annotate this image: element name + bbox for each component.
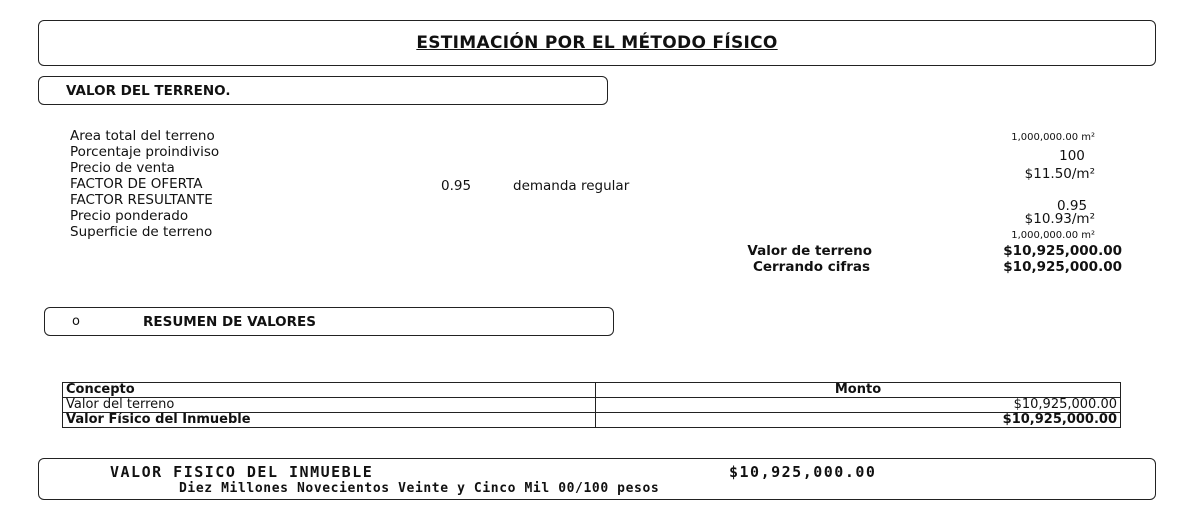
row-label-porcentaje: Porcentaje proindiviso: [70, 144, 220, 160]
table-header-row: [63, 383, 1121, 398]
row-value-factor-resultante: 0.95: [1056, 198, 1088, 214]
row-value-precio-venta: $11.50/m²: [1024, 166, 1095, 182]
row-value-superficie: 1,000,000.00 m²: [1011, 230, 1095, 241]
header-monto: Monto: [596, 383, 1121, 398]
final-value-box: [38, 458, 1156, 500]
section-heading-terreno: VALOR DEL TERRENO.: [66, 83, 231, 99]
total-value-cerrando-cifras: $10,925,000.00: [1003, 259, 1122, 275]
summary-table: [62, 382, 1121, 428]
title-box: [38, 20, 1156, 66]
final-value-in-words: Diez Millones Novecientos Veinte y Cinco Mil 00/100 pesos: [179, 481, 660, 496]
bullet-icon: o: [72, 314, 80, 329]
row-factor-oferta-note: demanda regular: [513, 178, 630, 194]
row-label-precio-ponderado: Precio ponderado: [70, 208, 189, 224]
cell-concepto: Valor Físico del Inmueble: [63, 413, 596, 428]
row-value-area: 1,000,000.00 m²: [1011, 132, 1095, 143]
table-row: [63, 413, 1121, 428]
section-header-terreno: [38, 76, 608, 105]
cell-concepto: Valor del terreno: [63, 398, 596, 413]
row-label-area: Area total del terreno: [70, 128, 215, 144]
row-label-factor-oferta: FACTOR DE OFERTA: [70, 176, 203, 192]
table-row: [63, 398, 1121, 413]
section-header-resumen: [44, 307, 614, 336]
header-concepto: Concepto: [63, 383, 596, 398]
total-label-cerrando-cifras: Cerrando cifras: [752, 259, 870, 275]
row-label-precio-venta: Precio de venta: [70, 160, 175, 176]
row-label-factor-resultante: FACTOR RESULTANTE: [70, 192, 213, 208]
final-label: VALOR FISICO DEL INMUEBLE: [110, 463, 374, 481]
section-heading-resumen: RESUMEN DE VALORES: [143, 314, 317, 330]
cell-monto: $10,925,000.00: [596, 413, 1121, 428]
row-factor-oferta-value: 0.95: [441, 178, 472, 194]
row-value-porcentaje: 100: [1059, 148, 1085, 164]
page-title: ESTIMACIÓN POR EL MÉTODO FÍSICO: [416, 33, 778, 53]
final-value: $10,925,000.00: [729, 463, 877, 481]
row-value-precio-ponderado: $10.93/m²: [1024, 211, 1095, 227]
row-label-superficie: Superficie de terreno: [70, 224, 213, 240]
total-label-valor-terreno: Valor de terreno: [747, 243, 872, 259]
cell-monto: $10,925,000.00: [596, 398, 1121, 413]
total-value-valor-terreno: $10,925,000.00: [1003, 243, 1122, 259]
